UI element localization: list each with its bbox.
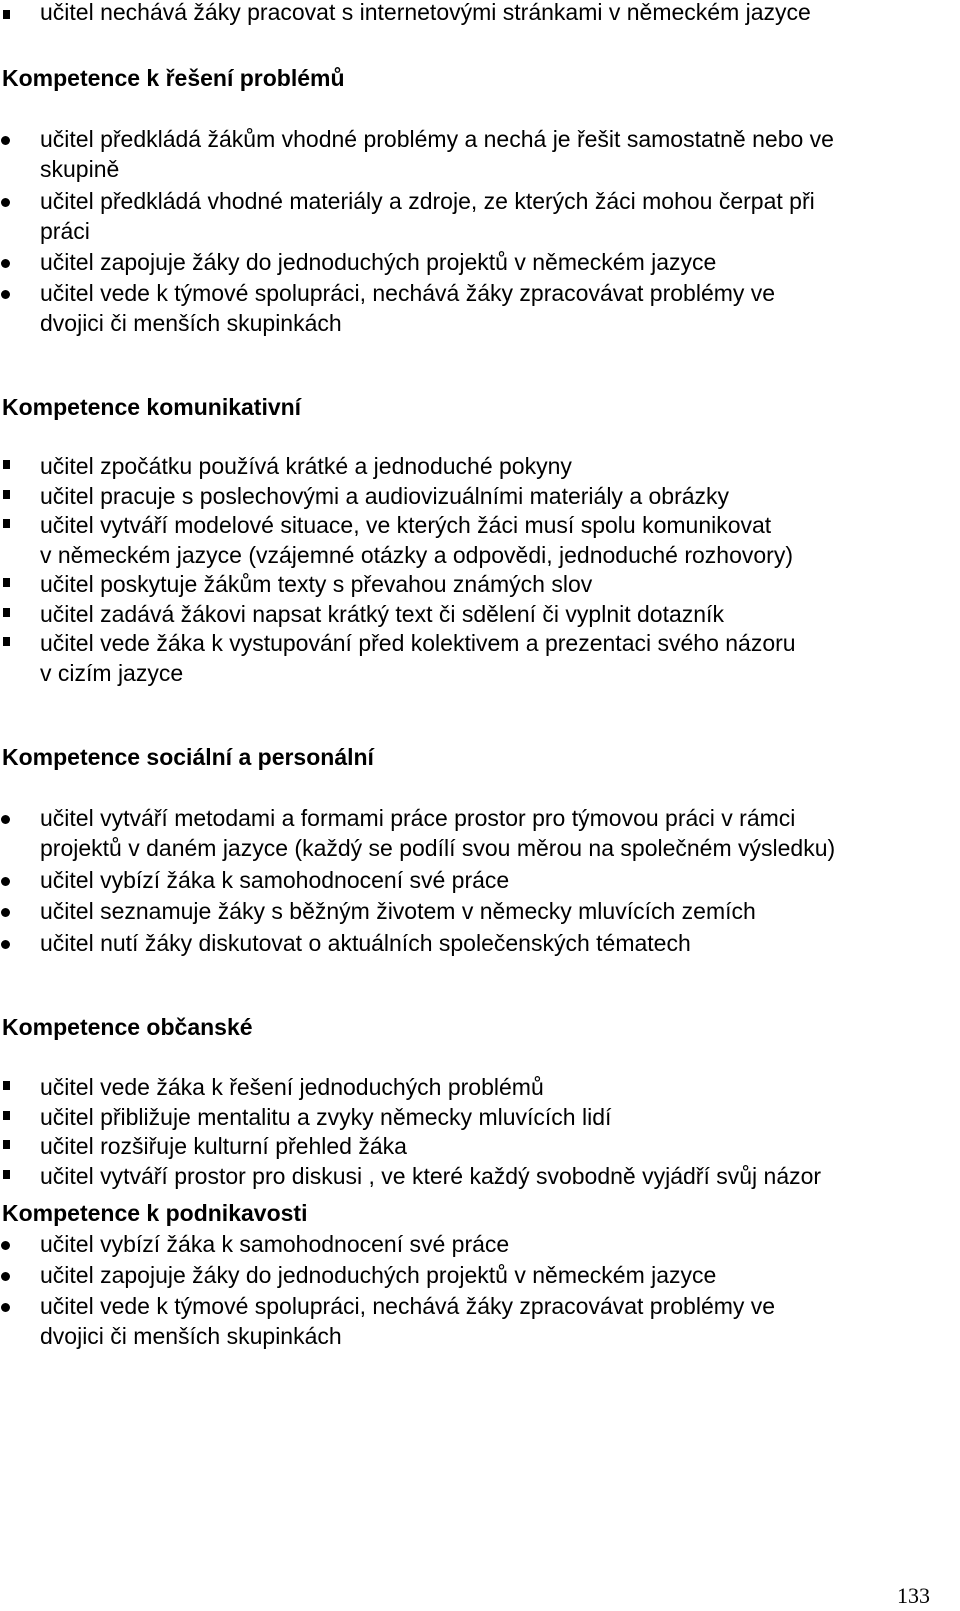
list-item <box>40 124 945 184</box>
round-bullet-icon <box>1 940 10 949</box>
list-item <box>40 278 945 338</box>
round-bullet-icon <box>1 198 10 207</box>
round-bullet-icon <box>1 136 10 145</box>
list-item-line: učitel zpočátku používá krátké a jednoduché pokyny <box>40 453 572 479</box>
list-item-line: učitel nechává žáky pracovat s internetovými stránkami v německém jazyce <box>40 0 811 25</box>
round-bullet-icon <box>1 1303 10 1312</box>
square-bullet-icon <box>3 460 10 469</box>
list-item <box>40 1161 945 1191</box>
round-bullet-icon <box>1 908 10 917</box>
square-bullet-icon <box>3 608 10 617</box>
list-item <box>40 451 945 481</box>
list-item-line: učitel zapojuje žáky do jednoduchých projektů v německém jazyce <box>40 249 717 275</box>
square-bullet-icon <box>3 578 10 587</box>
list-item-line: učitel předkládá žákům vhodné problémy a nechá je řešit samostatně nebo ve <box>40 126 834 152</box>
list-item-line: učitel vytváří modelové situace, ve kterých žáci musí spolu komunikovat <box>40 512 772 538</box>
list-item-line: učitel přibližuje mentalitu a zvyky německy mluvících lidí <box>40 1104 612 1130</box>
list-item <box>40 628 945 688</box>
list-item <box>40 247 945 277</box>
section-heading: Kompetence sociální a personální <box>2 744 374 770</box>
list-item <box>40 1291 945 1351</box>
list-item <box>40 1229 945 1259</box>
list-item-line: skupině <box>40 156 120 182</box>
square-bullet-icon <box>3 1111 10 1120</box>
list-item-line: učitel předkládá vhodné materiály a zdroje, ze kterých žáci mohou čerpat při <box>40 188 815 214</box>
list-item <box>40 1102 945 1132</box>
round-bullet-icon <box>1 877 10 886</box>
list-item-line: v cizím jazyce <box>40 660 184 686</box>
list-item-line: učitel vybízí žáka k samohodnocení své práce <box>40 1231 510 1257</box>
list-item-line: učitel pracuje s poslechovými a audiovizuálními materiály a obrázky <box>40 483 730 509</box>
square-bullet-icon <box>3 519 10 528</box>
page-number: 133 <box>897 1583 930 1608</box>
section-heading: Kompetence občanské <box>2 1014 253 1040</box>
list-item <box>40 803 945 863</box>
list-item-line: učitel vede k týmové spolupráci, nechává žáky zpracovávat problémy ve <box>40 280 776 306</box>
list-item-line: učitel vede k týmové spolupráci, nechává žáky zpracovávat problémy ve <box>40 1293 776 1319</box>
square-bullet-icon <box>3 10 10 19</box>
list-item-line: učitel vytváří prostor pro diskusi , ve které každý svobodně vyjádří svůj názor <box>40 1163 822 1189</box>
list-item-line: učitel vybízí žáka k samohodnocení své práce <box>40 867 510 893</box>
list-item-line: učitel nutí žáky diskutovat o aktuálních společenských tématech <box>40 930 691 956</box>
list-item <box>40 0 945 27</box>
list-item-line: dvojici či menších skupinkách <box>40 310 342 336</box>
round-bullet-icon <box>1 1272 10 1281</box>
section-heading: Kompetence komunikativní <box>2 394 302 420</box>
section-heading: Kompetence k řešení problémů <box>2 65 345 91</box>
square-bullet-icon <box>3 490 10 499</box>
list-item <box>40 481 945 511</box>
round-bullet-icon <box>1 290 10 299</box>
list-item <box>40 599 945 629</box>
list-item-line: učitel zapojuje žáky do jednoduchých projektů v německém jazyce <box>40 1262 717 1288</box>
list-item <box>40 510 945 570</box>
list-item-line: učitel vytváří metodami a formami práce prostor pro týmovou práci v rámci <box>40 805 796 831</box>
list-item-line: v německém jazyce (vzájemné otázky a odpovědi, jednoduché rozhovory) <box>40 542 793 568</box>
list-item <box>40 569 945 599</box>
list-item <box>40 1131 945 1161</box>
list-item-line: učitel poskytuje žákům texty s převahou známých slov <box>40 571 593 597</box>
list-item <box>40 186 945 246</box>
list-item-line: práci <box>40 218 90 244</box>
list-item-line: učitel rozšiřuje kulturní přehled žáka <box>40 1133 407 1159</box>
list-item <box>40 928 945 958</box>
section-heading: Kompetence k podnikavosti <box>2 1200 308 1226</box>
list-item-line: dvojici či menších skupinkách <box>40 1323 342 1349</box>
list-item-line: projektů v daném jazyce (každý se podílí svou měrou na společném výsledku) <box>40 835 836 861</box>
round-bullet-icon <box>1 1241 10 1250</box>
list-item-line: učitel seznamuje žáky s běžným životem v německy mluvících zemích <box>40 898 756 924</box>
list-item <box>40 1072 945 1102</box>
square-bullet-icon <box>3 1081 10 1090</box>
square-bullet-icon <box>3 637 10 646</box>
list-item <box>40 1260 945 1290</box>
list-item-line: učitel zadává žákovi napsat krátký text či sdělení či vyplnit dotazník <box>40 601 724 627</box>
square-bullet-icon <box>3 1170 10 1179</box>
square-bullet-icon <box>3 1140 10 1149</box>
list-item <box>40 865 945 895</box>
round-bullet-icon <box>1 259 10 268</box>
list-item <box>40 896 945 926</box>
round-bullet-icon <box>1 815 10 824</box>
list-item-line: učitel vede žáka k řešení jednoduchých problémů <box>40 1074 544 1100</box>
list-item-line: učitel vede žáka k vystupování před kolektivem a prezentaci svého názoru <box>40 630 796 656</box>
